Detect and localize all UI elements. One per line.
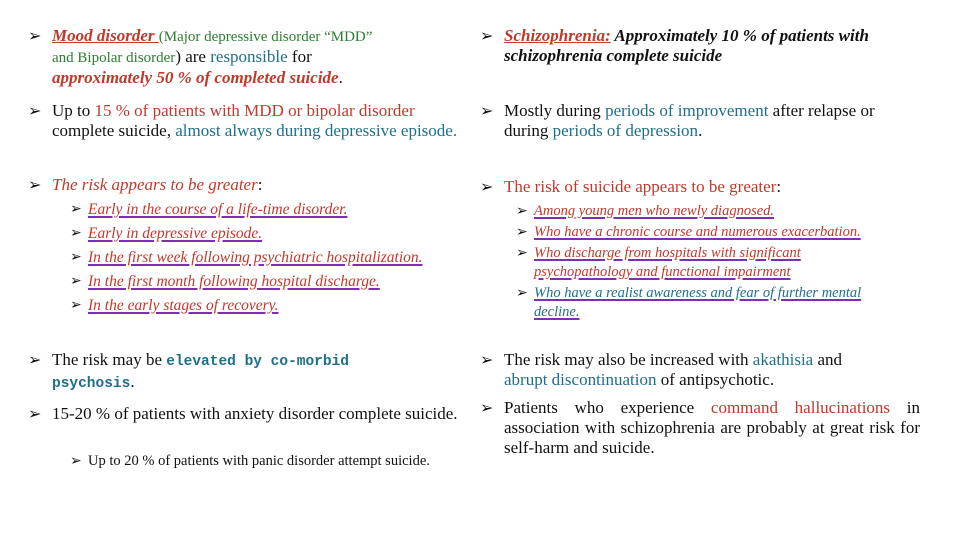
text: command hallucinations <box>710 398 891 417</box>
bipolar-text: and Bipolar disorder <box>52 50 176 66</box>
arrow-bullet-icon: ➢ <box>28 26 42 45</box>
text: . <box>698 121 703 140</box>
bullet-akathisia <box>480 350 920 390</box>
text: Mostly during <box>504 101 606 120</box>
text: periods of improvement <box>605 101 769 120</box>
bullet-anxiety <box>28 404 468 424</box>
arrow-bullet-icon: ➢ <box>480 350 494 369</box>
arrow-bullet-icon: ➢ <box>480 398 494 417</box>
text: : <box>776 177 782 196</box>
text: Patients who experience <box>504 398 711 417</box>
text: periods of depression <box>552 121 699 140</box>
bullet-up-to-15 <box>28 101 468 141</box>
text: The risk may be <box>52 350 167 369</box>
arrow-bullet-icon: ➢ <box>480 177 494 196</box>
bullet-risk-of-suicide <box>480 177 920 197</box>
text: 15 % of patients with MDD or bipolar disorder <box>94 101 415 120</box>
arrow-bullet-icon: ➢ <box>516 285 528 301</box>
list-item <box>70 223 460 244</box>
arrow-bullet-icon: ➢ <box>516 224 528 240</box>
text: after relapse or during <box>504 101 875 140</box>
list-item <box>70 199 460 220</box>
list-item <box>70 295 460 316</box>
text: responsible <box>210 47 288 66</box>
arrow-bullet-icon: ➢ <box>70 225 82 241</box>
text: ) are <box>175 47 211 66</box>
completed-suicide-text: approximately 50 % of completed suicide <box>52 68 339 87</box>
bullet-mood-disorder <box>28 26 468 88</box>
arrow-bullet-icon: ➢ <box>70 273 82 289</box>
text: in association with schizophrenia are probably at great risk for self-harm and suicide. <box>504 398 920 457</box>
text: . <box>338 68 343 87</box>
text: abrupt discontinuation <box>504 370 657 389</box>
list-item <box>70 271 460 292</box>
text: In the first week following psychiatric hospitalization. <box>88 249 423 266</box>
arrow-bullet-icon: ➢ <box>70 249 82 265</box>
text: Up to 20 % of patients with panic disorder attempt suicide. <box>88 453 430 469</box>
text: psychosis <box>52 376 131 392</box>
text: Among young men who newly diagnosed. <box>534 203 775 219</box>
text: The risk appears to be greater <box>52 175 258 194</box>
arrow-bullet-icon: ➢ <box>28 175 42 194</box>
arrow-bullet-icon: ➢ <box>28 101 42 120</box>
text: of antipsychotic. <box>656 370 775 389</box>
arrow-bullet-icon: ➢ <box>70 453 82 469</box>
bullet-risk-greater <box>28 175 468 195</box>
arrow-bullet-icon: ➢ <box>516 203 528 219</box>
text: for <box>287 47 312 66</box>
arrow-bullet-icon: ➢ <box>480 26 494 45</box>
arrow-bullet-icon: ➢ <box>516 245 528 261</box>
text: Up to <box>52 101 95 120</box>
left-sub-list <box>70 199 460 316</box>
bullet-panic <box>70 452 460 471</box>
text: elevated by co-morbid <box>166 354 349 370</box>
bullet-schizophrenia <box>480 26 920 66</box>
text: The risk of suicide appears to be greater <box>504 177 777 196</box>
mood-disorder-heading: Mood disorder <box>52 26 159 45</box>
text: Who discharge from hospitals with significant psychopathology and functional impairment <box>534 245 801 280</box>
list-item <box>516 202 896 221</box>
mdd-text: (Major depressive disorder “MDD” <box>158 29 373 45</box>
text: complete suicide, <box>52 121 176 140</box>
text: Early in depressive episode. <box>88 225 263 242</box>
arrow-bullet-icon: ➢ <box>70 201 82 217</box>
text: In the first month following hospital discharge. <box>88 273 380 290</box>
bullet-co-morbid <box>28 350 468 394</box>
text: akathisia <box>752 350 814 369</box>
text: The risk may also be increased with <box>504 350 753 369</box>
text: almost always during depressive episode. <box>175 121 458 140</box>
text: Who have a realist awareness and fear of further mental decline. <box>534 285 862 320</box>
text: . <box>130 372 135 391</box>
text: Early in the course of a life-time disorder. <box>88 201 348 218</box>
text: Who have a chronic course and numerous exacerbation. <box>534 224 861 240</box>
text: In the early stages of recovery. <box>88 297 279 314</box>
bullet-mostly-during <box>480 101 920 141</box>
list-item <box>516 223 896 242</box>
schizophrenia-heading: Schizophrenia: <box>504 26 611 45</box>
text: : <box>257 175 263 194</box>
list-item <box>70 247 460 268</box>
arrow-bullet-icon: ➢ <box>28 350 42 369</box>
list-item <box>516 284 896 322</box>
text: and <box>813 350 843 369</box>
arrow-bullet-icon: ➢ <box>480 101 494 120</box>
arrow-bullet-icon: ➢ <box>70 297 82 313</box>
bullet-command-hallucinations <box>480 398 920 458</box>
arrow-bullet-icon: ➢ <box>28 404 42 423</box>
list-item <box>516 244 896 282</box>
text: 15-20 % of patients with anxiety disorder complete suicide. <box>52 404 458 423</box>
list-item <box>70 452 460 471</box>
text: Approximately 10 % of patients with schizophrenia complete suicide <box>504 26 869 65</box>
right-sub-list <box>516 202 896 322</box>
